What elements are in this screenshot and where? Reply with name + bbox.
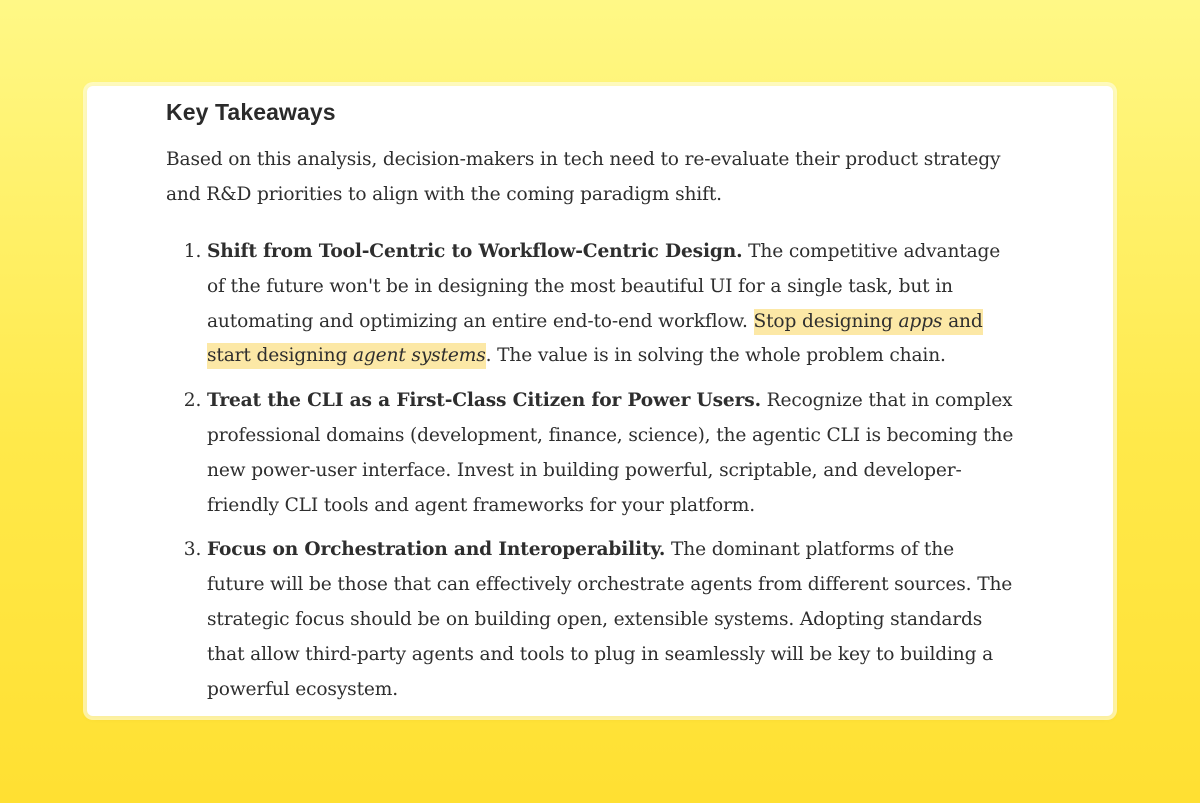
section-heading: Key Takeaways — [166, 99, 336, 125]
takeaways-list — [166, 235, 1016, 707]
highlight-text-part: Stop designing — [753, 310, 899, 332]
item-body: Recognize that in complex professional domains (development, finance, science), the agentic CLI is becoming the new power-user interface. Invest in building powerful, scriptable, and developer-friendly CLI tools and agent frameworks for your platform. — [207, 390, 1014, 516]
list-item — [207, 384, 1016, 523]
emphasis-text: agent systems — [352, 345, 486, 367]
intro-paragraph: Based on this analysis, decision-makers in tech need to re-evaluate their product strategy and R&D priorities to align with the coming paradigm shift. — [166, 149, 1001, 205]
document-card — [87, 86, 1113, 716]
item-lead: Focus on Orchestration and Interoperability. — [207, 539, 666, 561]
item-lead: Treat the CLI as a First-Class Citizen for Power Users. — [207, 390, 761, 412]
highlight-text-part: and start designing — [207, 310, 983, 367]
item-body: . The value is in solving the whole problem chain. — [485, 345, 946, 367]
emphasis-text: apps — [898, 310, 943, 332]
list-item — [207, 235, 1016, 374]
item-lead: Shift from Tool-Centric to Workflow-Centric Design. — [207, 241, 743, 262]
document-content — [166, 94, 1016, 716]
list-item — [207, 533, 1016, 707]
item-body: The dominant platforms of the future will be those that can effectively orchestrate agents from different sources. The strategic focus should be on building open, extensible systems. Adopting standards that allow third-party agents and tools to plug in seamlessly will be key to building a powerful ecosystem. — [207, 539, 1013, 700]
item-body: The competitive advantage of the future won't be in designing the most beautiful UI for a single task, but in automating and optimizing an entire end-to-end workflow. — [207, 241, 1001, 332]
